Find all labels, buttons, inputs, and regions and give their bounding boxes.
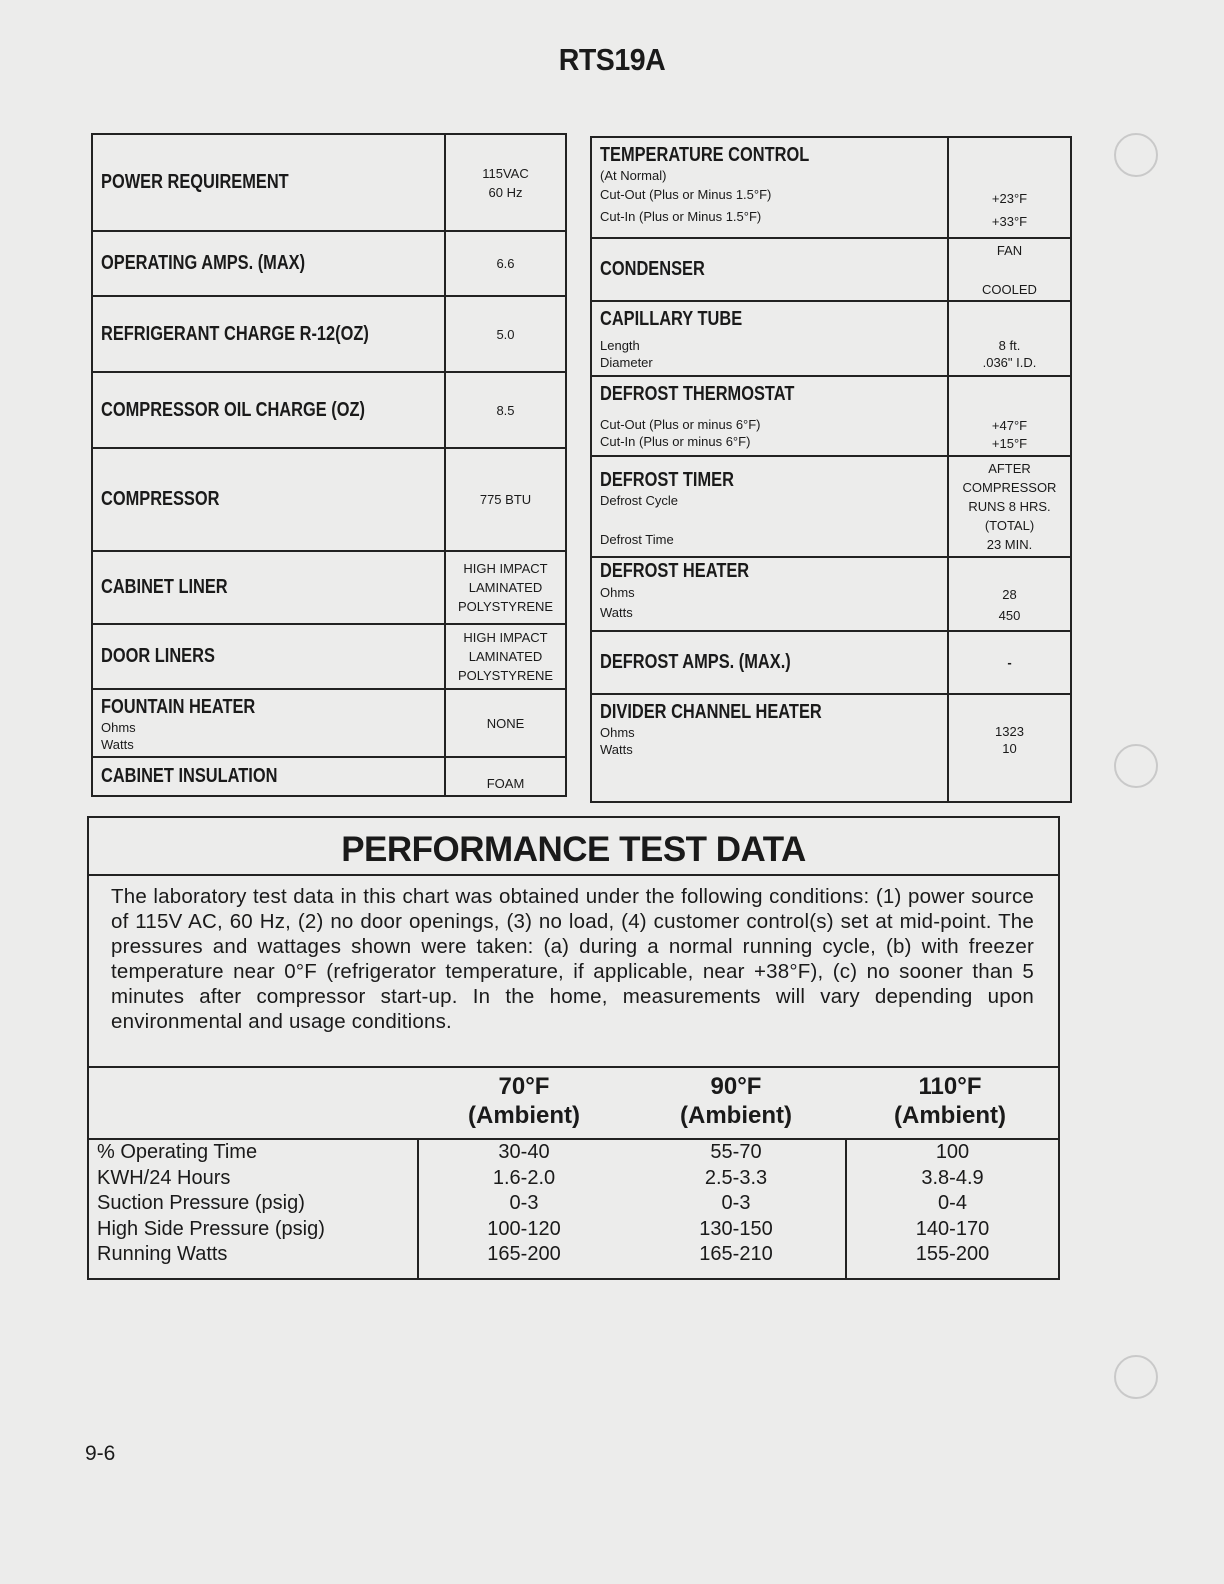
row-labels-column (97, 1140, 417, 1278)
spec-label: DEFROST THERMOSTAT (600, 383, 795, 405)
page-number: 9-6 (85, 1442, 116, 1465)
spec-label: CABINET LINER (101, 576, 228, 598)
table-cell: 0-4 (938, 1192, 967, 1214)
values-column-70f (417, 1140, 629, 1278)
spec-value: HIGH IMPACT LAMINATED POLYSTYRENE (457, 630, 554, 683)
spec-value: AFTER COMPRESSOR RUNS 8 HRS. (TOTAL) 23 MIN. (962, 461, 1057, 552)
table-cell: 165-210 (699, 1243, 773, 1265)
spec-value: FAN COOLED (982, 242, 1037, 297)
spec-table-left (91, 133, 567, 797)
performance-title: PERFORMANCE TEST DATA (341, 830, 806, 869)
spec-value: 5.0 (496, 326, 515, 342)
spec-row-operating-amps (93, 232, 565, 297)
spec-row-condenser (592, 239, 1070, 302)
spec-value: 1323 10 (995, 724, 1024, 756)
spec-value: 775 BTU (479, 492, 532, 507)
table-cell: 3.8-4.9 (921, 1166, 984, 1189)
punch-hole-icon (1114, 133, 1158, 177)
spec-row-divider-channel-heater (592, 695, 1070, 801)
performance-table (89, 1138, 1058, 1278)
spec-label: DEFROST AMPS. (MAX.) (600, 651, 791, 673)
spec-value: 115VAC 60 Hz (482, 165, 529, 200)
spec-label: FOUNTAIN HEATER (101, 696, 256, 718)
spec-row-defrost-amps (592, 632, 1070, 695)
spec-sub-label: Length (600, 338, 640, 353)
spec-row-temperature-control (592, 138, 1070, 239)
row-label: High Side Pressure (psig) (97, 1217, 325, 1240)
table-cell: 130-150 (699, 1217, 773, 1240)
table-cell: 1.6-2.0 (492, 1166, 556, 1189)
spec-value: 8.5 (496, 402, 515, 418)
row-label: Running Watts (97, 1243, 228, 1265)
spec-label: TEMPERATURE CONTROL (600, 144, 810, 166)
spec-value: 28 450 (998, 587, 1021, 623)
table-cell: 0-3 (721, 1192, 751, 1214)
table-cell: 55-70 (710, 1141, 762, 1163)
spec-sub-label: Ohms (600, 725, 635, 740)
spec-value: NONE (486, 715, 525, 731)
spec-sub-label: Defrost Cycle (600, 493, 679, 508)
spec-sub-label: Defrost Time (600, 532, 674, 547)
row-label: % Operating Time (97, 1141, 258, 1163)
spec-row-cabinet-liner (93, 552, 565, 625)
spec-row-defrost-timer (592, 457, 1070, 558)
spec-sub-label: Cut-Out (Plus or Minus 1.5°F) (600, 187, 772, 202)
table-cell: 165-200 (487, 1243, 561, 1265)
spec-sub-label: Diameter (600, 355, 653, 370)
spec-value: 6.6 (496, 256, 515, 271)
table-cell: 30-40 (498, 1141, 550, 1163)
spec-value: HIGH IMPACT LAMINATED POLYSTYRENE (457, 561, 554, 614)
row-label: Suction Pressure (psig) (97, 1192, 305, 1214)
spec-label: REFRIGERANT CHARGE R-12(OZ) (101, 322, 369, 345)
spec-row-capillary-tube (592, 302, 1070, 377)
spec-sub-label: (At Normal) (600, 168, 667, 183)
spec-sub-label: Cut-In (Plus or minus 6°F) (600, 434, 751, 449)
spec-value: 8 ft. .036" I.D. (982, 338, 1037, 370)
table-cell: 155-200 (915, 1243, 990, 1265)
spec-row-door-liners (93, 625, 565, 690)
spec-label: DEFROST HEATER (600, 560, 750, 582)
performance-test-data (87, 816, 1060, 1280)
spec-row-defrost-heater (592, 558, 1070, 632)
table-cell: 140-170 (915, 1217, 990, 1240)
values-column-110f (845, 1140, 1058, 1278)
spec-row-cabinet-insulation (93, 758, 565, 795)
spec-label: POWER REQUIREMENT (101, 171, 289, 193)
spec-sub-label: Ohms (600, 585, 635, 600)
row-label: KWH/24 Hours (97, 1166, 231, 1189)
table-cell: 0-3 (509, 1192, 539, 1214)
spec-sub-label: Cut-Out (Plus or minus 6°F) (600, 417, 761, 432)
spec-label: CABINET INSULATION (101, 765, 278, 787)
spec-label: COMPRESSOR OIL CHARGE (OZ) (101, 398, 365, 421)
spec-value: +47°F +15°F (991, 418, 1028, 451)
spec-label: COMPRESSOR (101, 488, 220, 510)
table-cell: 2.5-3.3 (704, 1166, 768, 1189)
spec-label: CAPILLARY TUBE (600, 308, 743, 330)
spec-sub-label: Watts (101, 737, 134, 752)
column-header-70f: 70°F (Ambient) (468, 1073, 580, 1129)
performance-conditions-paragraph: The laboratory test data in this chart was obtained under the following conditions: (1) power source of 115V AC, 60 Hz, (2) no door openings, (3) no load, (4) customer control(s) set at mid-point. The pressures and wattages shown were taken: (a) during a normal running cycle, (b) with freezer temperature near 0°F (refrigerator temperature, if applicable, near +38°F), (c) no sooner than 5 minutes after compressor start-up. In the home, measurements will vary depending upon environmental and usage conditions. (111, 885, 1034, 1033)
spec-label: DOOR LINERS (101, 645, 215, 667)
spec-row-refrigerant-charge (93, 297, 565, 373)
spec-sub-label: Ohms (101, 720, 136, 735)
values-column-90f (629, 1140, 843, 1278)
spec-label: DEFROST TIMER (600, 469, 734, 491)
spec-table-right (590, 136, 1072, 803)
spec-value: +23°F +33°F (991, 191, 1028, 229)
spec-sub-label: Watts (600, 605, 633, 620)
spec-row-defrost-thermostat (592, 377, 1070, 457)
spec-label: DIVIDER CHANNEL HEATER (600, 701, 822, 723)
page-title: RTS19A (558, 42, 666, 77)
spec-sub-label: Cut-In (Plus or Minus 1.5°F) (600, 209, 762, 224)
spec-label: OPERATING AMPS. (MAX) (101, 252, 306, 274)
table-cell: 100-120 (487, 1217, 561, 1240)
spec-row-compressor (93, 449, 565, 552)
spec-label: CONDENSER (600, 258, 705, 280)
spec-value: - (1007, 655, 1012, 670)
table-cell: 100 (935, 1141, 970, 1163)
spec-value: FOAM (486, 776, 525, 791)
spec-sub-label: Watts (600, 742, 633, 757)
punch-hole-icon (1114, 1355, 1158, 1399)
column-header-90f: 90°F (Ambient) (680, 1073, 792, 1129)
spec-row-fountain-heater (93, 690, 565, 758)
spec-row-oil-charge (93, 373, 565, 449)
punch-hole-icon (1114, 744, 1158, 788)
column-header-110f: 110°F (Ambient) (894, 1073, 1006, 1129)
spec-row-power (93, 135, 565, 232)
